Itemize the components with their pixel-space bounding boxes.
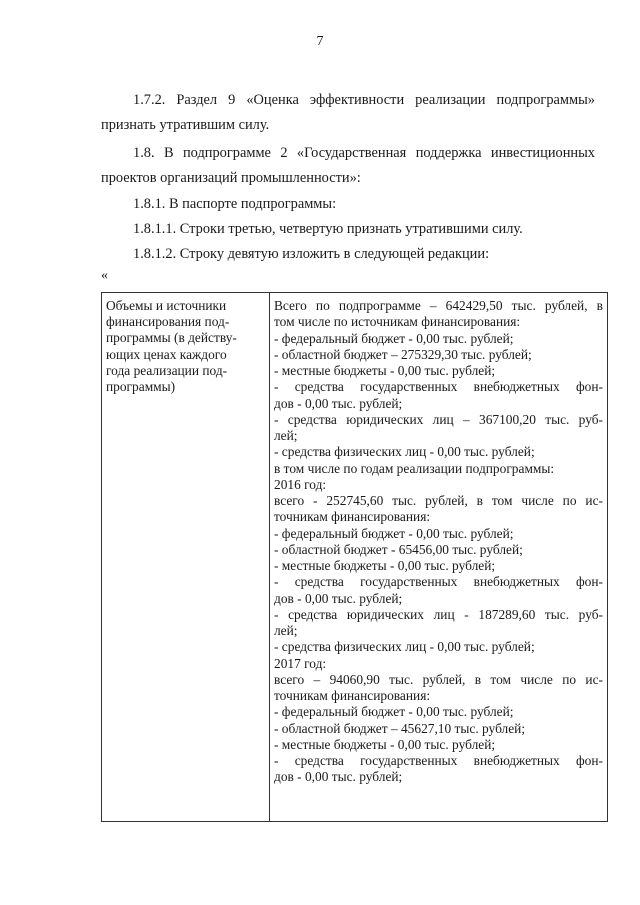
value-line: лей; [274, 428, 298, 443]
table-cell-value [270, 293, 607, 821]
value-line: дов - 0,00 тыс. рублей; [274, 769, 403, 785]
paragraph-1-8-1-2: 1.8.1.2. Строку девятую изложить в следующей редакции: [133, 246, 490, 262]
value-line: - областной бюджет - 65456,00 тыс. рублей; [274, 541, 523, 557]
passport-table [101, 292, 608, 822]
value-line: лей; [274, 623, 298, 638]
value-line: всего - 252745,60 тыс. рублей, в том числе по ис- [274, 493, 603, 508]
label-line: финансирования под- [106, 314, 230, 330]
value-line: - средства государственных внебюджетных фон- [274, 379, 603, 395]
value-line: - местные бюджеты - 0,00 тыс. рублей; [274, 363, 496, 378]
value-line: точникам финансирования: [274, 509, 431, 525]
value-line: - средства юридических лиц – 367100,20 тыс. руб- [274, 411, 603, 427]
label-line: Объемы и источники [106, 298, 227, 313]
label-line: программы) [106, 379, 176, 395]
label-line: года реализации под- [106, 362, 228, 378]
value-line: - средства государственных внебюджетных фон- [274, 574, 603, 590]
opening-quote-mark: « [101, 268, 108, 283]
paragraph-1-8-1: 1.8.1. В паспорте подпрограммы: [133, 196, 337, 212]
label-line: программы (в действу- [106, 330, 237, 346]
page-number: 7 [316, 34, 324, 49]
value-line: дов - 0,00 тыс. рублей; [274, 395, 403, 411]
value-line: - местные бюджеты - 0,00 тыс. рублей; [274, 736, 496, 752]
value-line: - средства физических лиц - 0,00 тыс. рублей; [274, 444, 535, 460]
value-line: 2017 год: [274, 655, 327, 671]
value-line: - средства юридических лиц - 187289,60 тыс. руб- [274, 606, 603, 622]
value-line: - областной бюджет – 45627,10 тыс. рублей; [274, 720, 526, 736]
value-line: Всего по подпрограмме – 642429,50 тыс. рублей, в [274, 298, 603, 313]
value-line: - средства государственных внебюджетных фон- [274, 753, 603, 768]
paragraph-1-8: 1.8. В подпрограмме 2 «Государственная поддержка инвестиционных проектов организаций промышленности»: [101, 145, 595, 186]
value-line: дов - 0,00 тыс. рублей; [274, 590, 403, 606]
value-line: - федеральный бюджет - 0,00 тыс. рублей; [274, 525, 514, 541]
paragraph-1-7-2: 1.7.2. Раздел 9 «Оценка эффективности реализации подпрограммы» признать утратившим силу. [101, 92, 595, 133]
value-line: - областной бюджет – 275329,30 тыс. рублей; [274, 346, 532, 362]
value-line: в том числе по годам реализации подпрограммы: [274, 460, 555, 476]
value-line: том числе по источникам финансирования: [274, 314, 521, 330]
label-line: ющих ценах каждого [106, 346, 227, 362]
value-line: - федеральный бюджет - 0,00 тыс. рублей; [274, 330, 514, 346]
value-line: - средства физических лиц - 0,00 тыс. рублей; [274, 639, 535, 655]
value-line: 2016 год: [274, 476, 327, 492]
value-line: - местные бюджеты - 0,00 тыс. рублей; [274, 558, 496, 573]
value-line: всего – 94060,90 тыс. рублей, в том числе по ис- [274, 671, 603, 687]
value-line: точникам финансирования: [274, 688, 431, 703]
table-cell-label [102, 293, 270, 821]
paragraph-1-8-1-1: 1.8.1.1. Строки третью, четвертую признать утратившими силу. [133, 221, 523, 237]
value-line: - федеральный бюджет - 0,00 тыс. рублей; [274, 704, 514, 720]
